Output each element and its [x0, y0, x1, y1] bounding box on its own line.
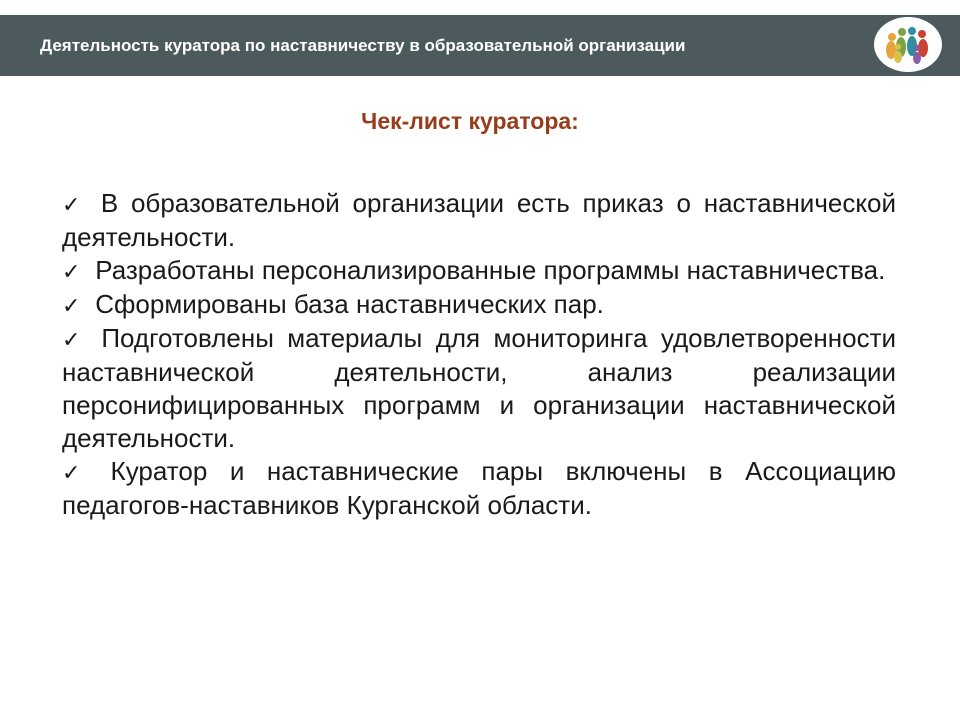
checkmark-icon: ✓ [62, 192, 81, 217]
checklist-item-text: Сформированы база наставнических пар. [95, 289, 604, 319]
checklist-item-text: Разработаны персонализированные программы наставничества. [95, 255, 886, 285]
checklist-item [62, 254, 896, 288]
header-title: Деятельность куратора по наставничеству в образовательной организации [40, 36, 686, 55]
checklist-item-text: Подготовлены материалы для мониторинга удовлетворенности наставнической деятельности, анализ реализации персонифицированных программ и организации наставнической деятельности. [62, 323, 896, 453]
checklist-item-text: Куратор и наставнические пары включены в Ассоциацию педагогов-наставников Курганской области. [62, 456, 896, 520]
people-circle-logo-icon [874, 17, 942, 72]
checkmark-icon: ✓ [62, 327, 81, 352]
checklist-item-text: В образовательной организации есть приказ о наставнической деятельности. [62, 188, 896, 252]
checkmark-icon: ✓ [62, 460, 81, 485]
checkmark-icon: ✓ [62, 293, 81, 318]
header-bar [0, 15, 960, 76]
checklist-item [62, 288, 896, 322]
checklist-item [62, 455, 896, 522]
checkmark-icon: ✓ [62, 259, 81, 284]
checklist [62, 187, 896, 522]
slide-title: Чек-лист куратора: [361, 108, 579, 134]
checklist-item [62, 322, 896, 455]
checklist-item [62, 187, 896, 254]
